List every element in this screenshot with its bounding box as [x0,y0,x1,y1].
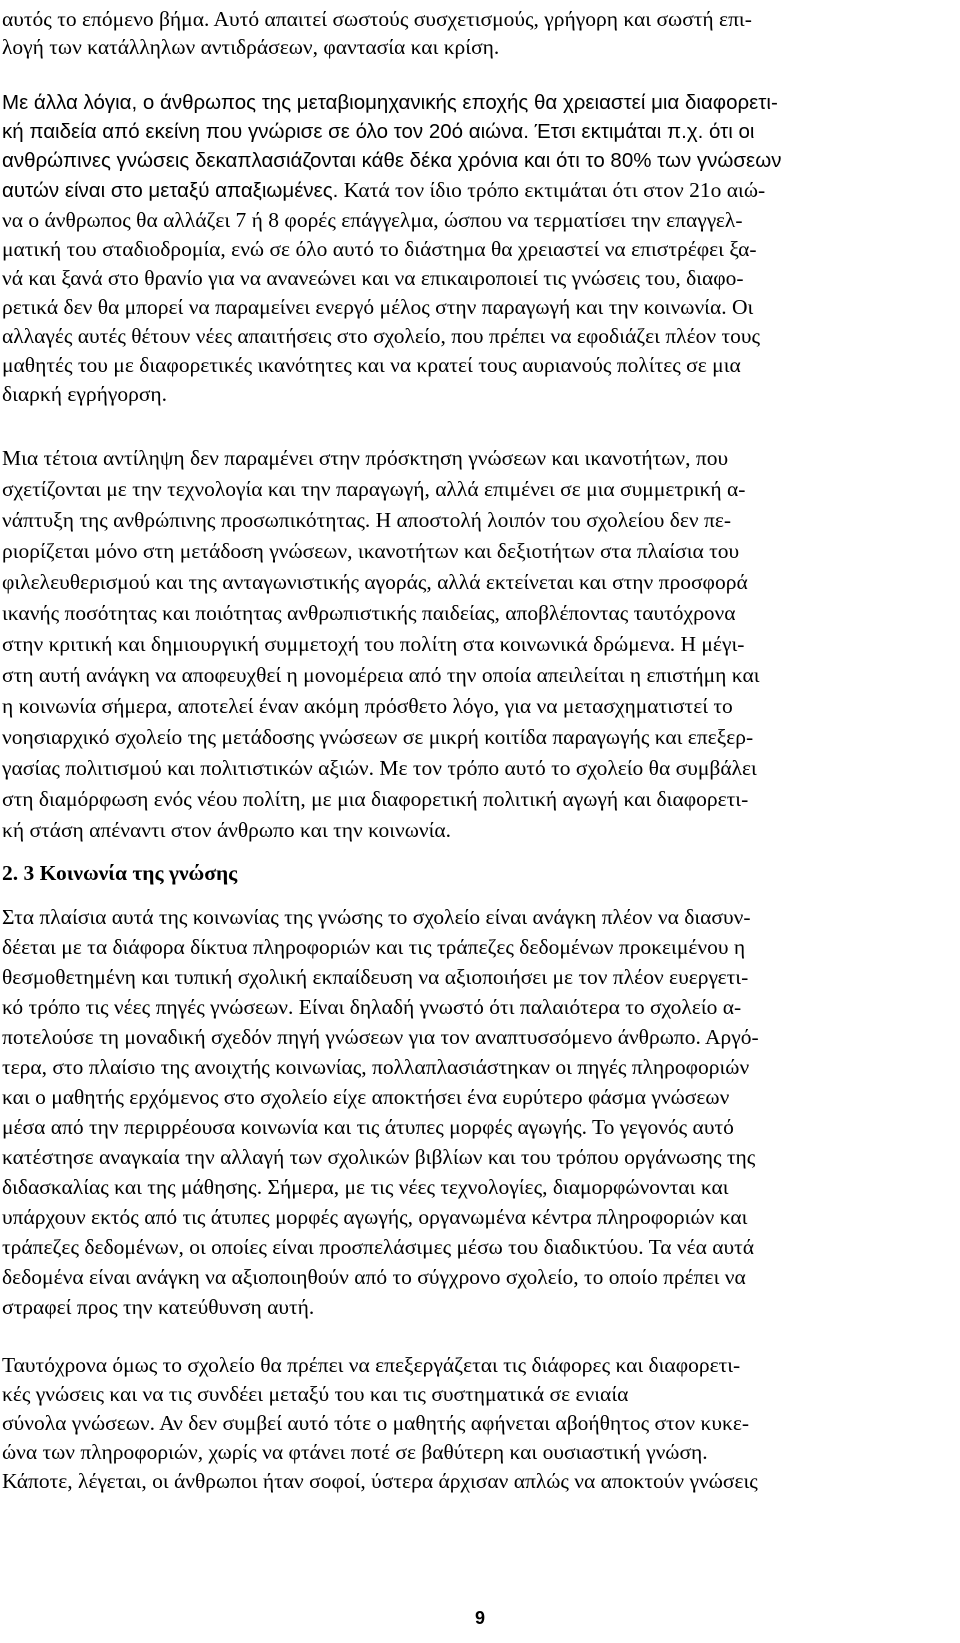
paragraph-4-line-14: στραφεί προς την κατεύθυνση αυτή. [2,1295,315,1319]
paragraph-2-line-9: αλλαγές αυτές θέτουν νέες απαιτήσεις στο σχολείο, που πρέπει να εφοδιάζει πλέον τους [2,324,761,348]
paragraph-2-line-4-serif: Κατά τον ίδιο τρόπο εκτιμάται ότι στον 21ο αιώ- [343,178,766,202]
paragraph-5-line-4: ώνα των πληροφοριών, χωρίς να φτάνει ποτέ σε βαθύτερη και ουσιαστική γνώση. [2,1440,708,1464]
paragraph-4-line-4: κό τρόπο τις νέες πηγές γνώσεων. Είναι δηλαδή γνωστό ότι παλαιότερα το σχολείο α- [2,995,742,1019]
paragraph-4-line-6: τερα, στο πλαίσιο της ανοιχτής κοινωνίας, πολλαπλασιάστηκαν οι πηγές πληροφοριών [2,1055,750,1079]
paragraph-2-line-6: ματική του σταδιοδρομία, ενώ σε όλο αυτό το διάστημα θα χρειαστεί να επιστρέφει ξα- [2,237,757,261]
paragraph-2-line-7: νά και ξανά στο θρανίο για να ανανεώνει και να επικαιροποιεί τις γνώσεις του, διαφο- [2,266,744,290]
paragraph-5-line-5: Κάποτε, λέγεται, οι άνθρωποι ήταν σοφοί, ύστερα άρχισαν απλώς να αποκτούν γνώσεις [2,1469,758,1493]
paragraph-5-line-1: Ταυτόχρονα όμως το σχολείο θα πρέπει να επεξεργάζεται τις διάφορες και διαφορετι- [2,1353,741,1377]
paragraph-2-line-1: Με άλλα λόγια, ο άνθρωπος της μεταβιομηχανικής εποχής θα χρειαστεί μια διαφορετι- [2,91,778,114]
paragraph-4-line-11: υπάρχουν εκτός από τις άτυπες μορφές αγωγής, οργανωμένα κέντρα πληροφοριών και [2,1205,748,1229]
paragraph-3-line-3: νάπτυξη της ανθρώπινης προσωπικότητας. Η αποστολή λοιπόν του σχολείου δεν πε- [2,508,732,532]
paragraph-2-line-8: ρετικά δεν θα μπορεί να παραμείνει ενεργό μέλος στην παραγωγή και την κοινωνία. Οι [2,295,754,319]
paragraph-4-line-13: δεδομένα είναι ανάγκη να αξιοποιηθούν από το σύγχρονο σχολείο, το οποίο πρέπει να [2,1265,746,1289]
paragraph-4-line-10: διδασκαλίας και της μάθησης. Σήμερα, με τις νέες τεχνολογίες, διαμορφώνονται και [2,1175,729,1199]
paragraph-3-line-13: κή στάση απέναντι στον άνθρωπο και την κοινωνία. [2,818,451,842]
paragraph-4-line-1: Στα πλαίσια αυτά της κοινωνίας της γνώσης το σχολείο είναι ανάγκη πλέον να διασυν- [2,905,751,929]
paragraph-2-line-3: ανθρώπινες γνώσεις δεκαπλασιάζονται κάθε δέκα χρόνια και ότι το 80% των γνώσεων [2,149,782,172]
paragraph-3-line-8: στη αυτή ανάγκη να αποφευχθεί η μονομέρεια από την οποία απειλείται η επιστήμη και [2,663,760,687]
paragraph-4-line-2: δέεται με τα διάφορα δίκτυα πληροφοριών και τις τράπεζες δεδομένων προκειμένου η [2,935,746,959]
paragraph-2-line-10: μαθητές του με διαφορετικές ικανότητες και να κρατεί τους αυριανούς πολίτες σε μια [2,353,741,377]
paragraph-3-line-6: ικανής ποσότητας και ποιότητας ανθρωπιστικής παιδείας, αποβλέποντας ταυτόχρονα [2,601,736,625]
paragraph-3-line-2: σχετίζονται με την τεχνολογία και την παραγωγή, αλλά επιμένει σε μια συμμετρική α- [2,477,746,501]
paragraph-2-line-2: κή παιδεία από εκείνη που γνώρισε σε όλο τον 20ό αιώνα. Έτσι εκτιμάται π.χ. ότι οι [2,120,755,143]
paragraph-3-line-7: στην κριτική και δημιουργική συμμετοχή του πολίτη στα κοινωνικά δρώμενα. Η μέγι- [2,632,745,656]
paragraph-3-line-4: ριορίζεται μόνο στη μετάδοση γνώσεων, ικανοτήτων και δεξιοτήτων στα πλαίσια του [2,539,740,563]
paragraph-2-line-5: να ο άνθρωπος θα αλλάζει 7 ή 8 φορές επάγγελμα, ώσπου να τερματίσει την επαγγελ- [2,208,743,232]
paragraph-2-line-4 [2,175,765,206]
paragraph-2-line-11: διαρκή εγρήγορση. [2,382,168,406]
paragraph-4-line-7: και ο μαθητής ερχόμενος στο σχολείο είχε αποκτήσει ένα ευρύτερο φάσμα γνώσεων [2,1085,730,1109]
paragraph-3-line-1: Μια τέτοια αντίληψη δεν παραμένει στην πρόσκτηση γνώσεων και ικανοτήτων, που [2,446,729,470]
paragraph-3-line-5: φιλελευθερισμού και της ανταγωνιστικής αγοράς, αλλά εκτείνεται και στην προσφορά [2,570,748,594]
paragraph-3-line-9: η κοινωνία σήμερα, αποτελεί έναν ακόμη πρόσθετο λόγο, για να μετασχηματιστεί το [2,694,733,718]
section-heading: 2. 3 Κοινωνία της γνώσης [2,861,238,885]
paragraph-5-line-3: σύνολα γνώσεων. Αν δεν συμβεί αυτό τότε ο μαθητής αφήνεται αβοήθητος στον κυκε- [2,1411,750,1435]
paragraph-4-line-12: τράπεζες δεδομένων, οι οποίες είναι προσπελάσιμες μέσω του διαδικτύου. Τα νέα αυτά [2,1235,755,1259]
paragraph-3-line-10: νοησιαρχικό σχολείο της μετάδοσης γνώσεων σε μικρή κοιτίδα παραγωγής και επεξερ- [2,725,754,749]
paragraph-4-line-5: ποτελούσε τη μοναδική σχεδόν πηγή γνώσεων για τον αναπτυσσόμενο άνθρωπο. Αργό- [2,1025,759,1049]
paragraph-4-line-9: κατέστησε αναγκαία την αλλαγή των σχολικών βιβλίων και του τρόπου οργάνωσης της [2,1145,756,1169]
paragraph-5-line-2: κές γνώσεις και να τις συνδέει μεταξύ του και τις συστηματικά σε ενιαία [2,1382,629,1406]
paragraph-3-line-11: γασίας πολιτισμού και πολιτιστικών αξιών. Με τον τρόπο αυτό το σχολείο θα συμβάλει [2,756,757,780]
paragraph-2-line-4-sans: αυτών είναι στο μεταξύ απαξιωμένες. [2,179,339,202]
page-number: 9 [474,1608,485,1628]
paragraph-3-line-12: στη διαμόρφωση ενός νέου πολίτη, με μια διαφορετική πολιτική αγωγή και διαφορετι- [2,787,749,811]
paragraph-4-line-3: θεσμοθετημένη και τυπική σχολική εκπαίδευση να αξιοποιήσει με τον πλέον ευεργετι- [2,965,749,989]
paragraph-1-line-2: λογή των κατάλληλων αντιδράσεων, φαντασία και κρίση. [2,35,500,59]
paragraph-1-line-1: αυτός το επόμενο βήμα. Αυτό απαιτεί σωστούς συσχετισμούς, γρήγορη και σωστή επι- [2,7,752,31]
paragraph-4-line-8: μέσα από την περιρρέουσα κοινωνία και τις άτυπες μορφές αγωγής. Το γεγονός αυτό [2,1115,734,1139]
